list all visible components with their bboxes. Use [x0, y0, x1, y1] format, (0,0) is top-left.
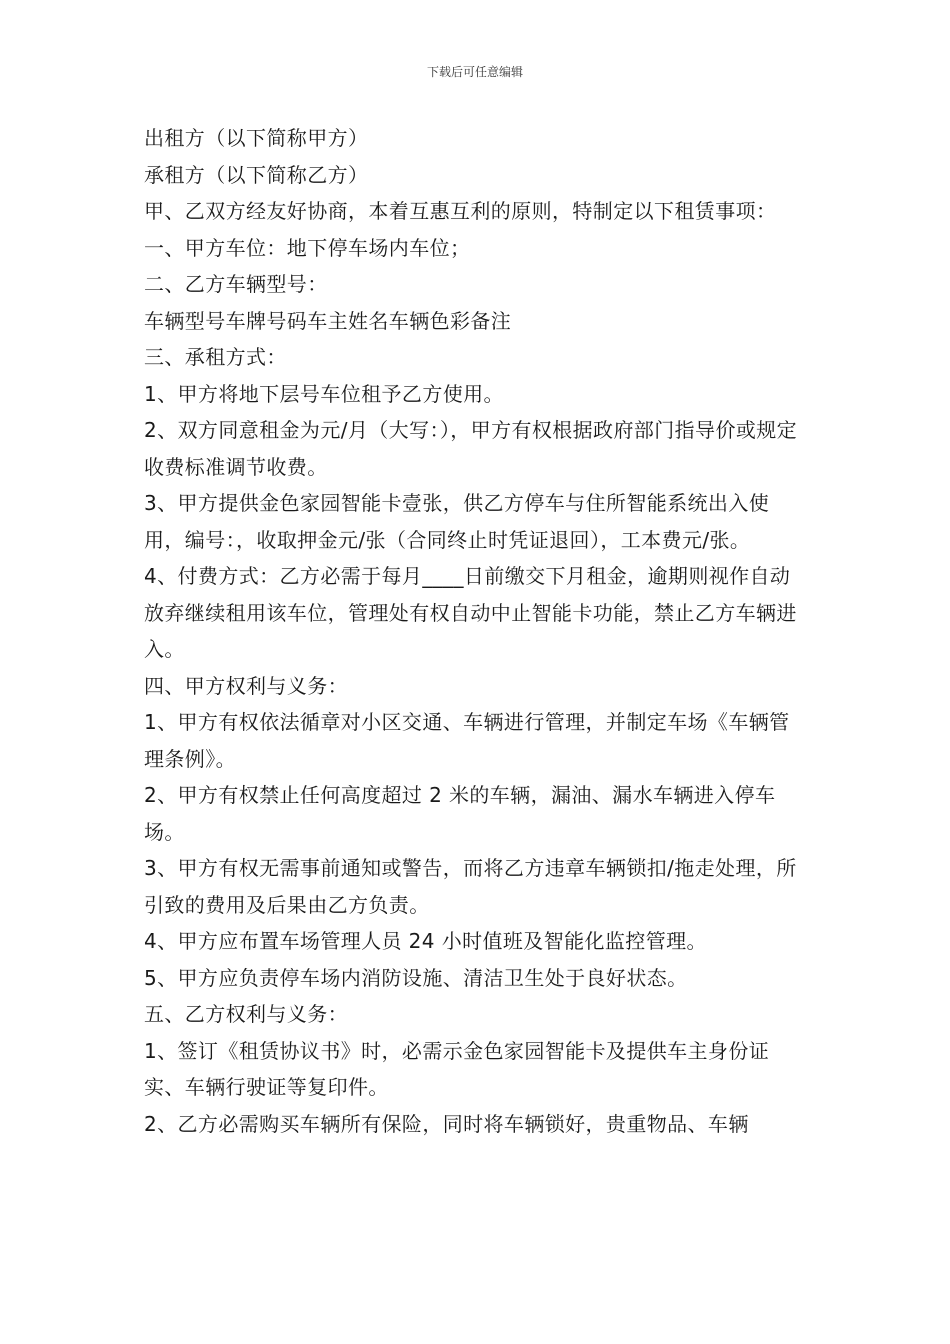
paragraph-vehicle-fields: 车辆型号车牌号码车主姓名车辆色彩备注: [144, 308, 512, 333]
paragraph-5-2: 2、乙方必需购买车辆所有保险，同时将车辆锁好，贵重物品、车辆: [144, 1111, 749, 1136]
paragraph-3-1: 1、甲方将地下层号车位租予乙方使用。: [144, 381, 504, 406]
paragraph-3-4: 4、付费方式：乙方必需于每月____日前缴交下月租金，逾期则视作自动放弃继续租用该车位，管理处有权自动中止智能卡功能，禁止乙方车辆进入。: [144, 564, 797, 661]
paragraph-lessee: 承租方（以下简称乙方）: [144, 162, 369, 187]
paragraph-section-3: 三、承租方式：: [144, 345, 287, 369]
paragraph-5-1: 1、签订《租赁协议书》时，必需示金色家园智能卡及提供车主身份证实、车辆行驶证等复印件。: [144, 1038, 770, 1099]
page-header: 下载后可任意编辑: [426, 65, 523, 79]
paragraph-3-3: 3、甲方提供金色家园智能卡壹张，供乙方停车与住所智能系统出入使用，编号：，收取押金元/张（合同终止时凭证退回），工本费元/张。: [144, 491, 770, 552]
paragraph-section-2: 二、乙方车辆型号：: [144, 272, 328, 296]
paragraph-lessor: 出租方（以下简称甲方）: [144, 126, 369, 150]
paragraph-3-2: 2、双方同意租金为元/月（大写：），甲方有权根据政府部门指导价或规定收费标准调节收费。: [144, 418, 798, 479]
paragraph-section-4: 四、甲方权利与义务：: [144, 673, 348, 698]
paragraph-4-4: 4、甲方应布置车场管理人员 24 小时值班及智能化监控管理。: [144, 929, 707, 953]
document-body: [144, 120, 808, 1142]
paragraph-4-5: 5、甲方应负责停车场内消防设施、清洁卫生处于良好状态。: [144, 965, 688, 990]
paragraph-preamble: 甲、乙双方经友好协商，本着互惠互利的原则，特制定以下租赁事项：: [144, 199, 777, 223]
paragraph-section-1: 一、甲方车位：地下停车场内车位；: [144, 235, 471, 260]
paragraph-4-2: 2、甲方有权禁止任何高度超过 2 米的车辆，漏油、漏水车辆进入停车场。: [144, 783, 776, 844]
paragraph-4-1: 1、甲方有权依法循章对小区交通、车辆进行管理，并制定车场《车辆管理条例》。: [144, 710, 790, 771]
paragraph-section-5: 五、乙方权利与义务：: [144, 1002, 348, 1026]
paragraph-4-3: 3、甲方有权无需事前通知或警告，而将乙方违章车辆锁扣/拖走处理，所引致的费用及后果由乙方负责。: [144, 856, 797, 917]
